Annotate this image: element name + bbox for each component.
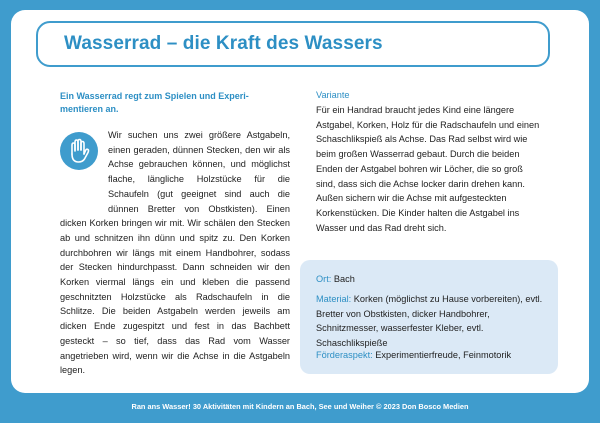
info-ort <box>316 272 548 287</box>
variant-text: Für ein Handrad braucht jedes Kind eine längere Astgabel, Korken, Holz für die Radschaufeln und einen Schaschlikspieß als Achse. Das Rad selbst wird wie beim großen Wasserrad gebaut. Durch die beiden Enden der Astgabel bohren wir Löcher, die so groß sind, dass sich die Achse locker darin drehen kann. Außen sichern wir die Achse mit aufgesteckten Korkenstücken. Die Kinder halten die Astgabel ins Wasser und das Rad dreht sich. <box>316 105 540 233</box>
ort-label: Ort: <box>316 274 332 284</box>
intro-text: Ein Wasserrad regt zum Spielen und Experi- mentieren an. <box>60 91 249 114</box>
info-material <box>316 292 548 351</box>
page-title: Wasserrad – die Kraft des Wassers <box>64 33 383 54</box>
instructions-content: Wir suchen uns zwei größere Astgabeln, einen geraden, dünnen Stecken, den wir als Achse gebrauchen können, und möglichst flache, längliche Holzstücke für die Schaufeln (gut geeignet sind auch die dünnen Bretter von Obstkisten). Einen dicken Korken bringen wir mit. Wir schälen den Stecken ab und schnitzen ihn dünn und spitz zu. Den Korken durchbohren wir längs mit einem Handbohrer, sodass der Stecken hindurchpasst. Dann schneiden wir den Korken viermal längs ein und kleben die passend geschnitzten Holzstücke als Radschaufeln in die Schlitze. Die beiden Astgabeln werden jeweils am dicken Ende zugespitzt und fest in das Bachbett gesteckt – so tief, dass das Rad vom Wasser angetrieben wird, wenn wir die Achse in die Astgabeln legen. <box>60 130 290 376</box>
variant-heading: Variante <box>316 90 350 100</box>
info-foerderaspekt <box>316 348 548 363</box>
foerder-value: Experimentierfreude, Feinmotorik <box>375 350 512 360</box>
instructions-text <box>60 128 290 378</box>
title-box <box>36 21 550 67</box>
icon-spacer <box>60 128 108 204</box>
foerder-label: Förderaspekt: <box>316 350 373 360</box>
material-value: Korken (möglichst zu Hause vorbereiten), evtl. Bretter von Obstkisten, dicker Handbohrer, Schnitzmesser, wasserfester Kleber, evtl. Schaschlikspieße <box>316 294 543 349</box>
footer-credit: Ran ans Wasser! 30 Aktivitäten mit Kindern an Bach, See und Weiher © 2023 Don Bosco Medien <box>131 402 469 411</box>
ort-value: Bach <box>333 274 355 284</box>
material-label: Material: <box>316 294 352 304</box>
